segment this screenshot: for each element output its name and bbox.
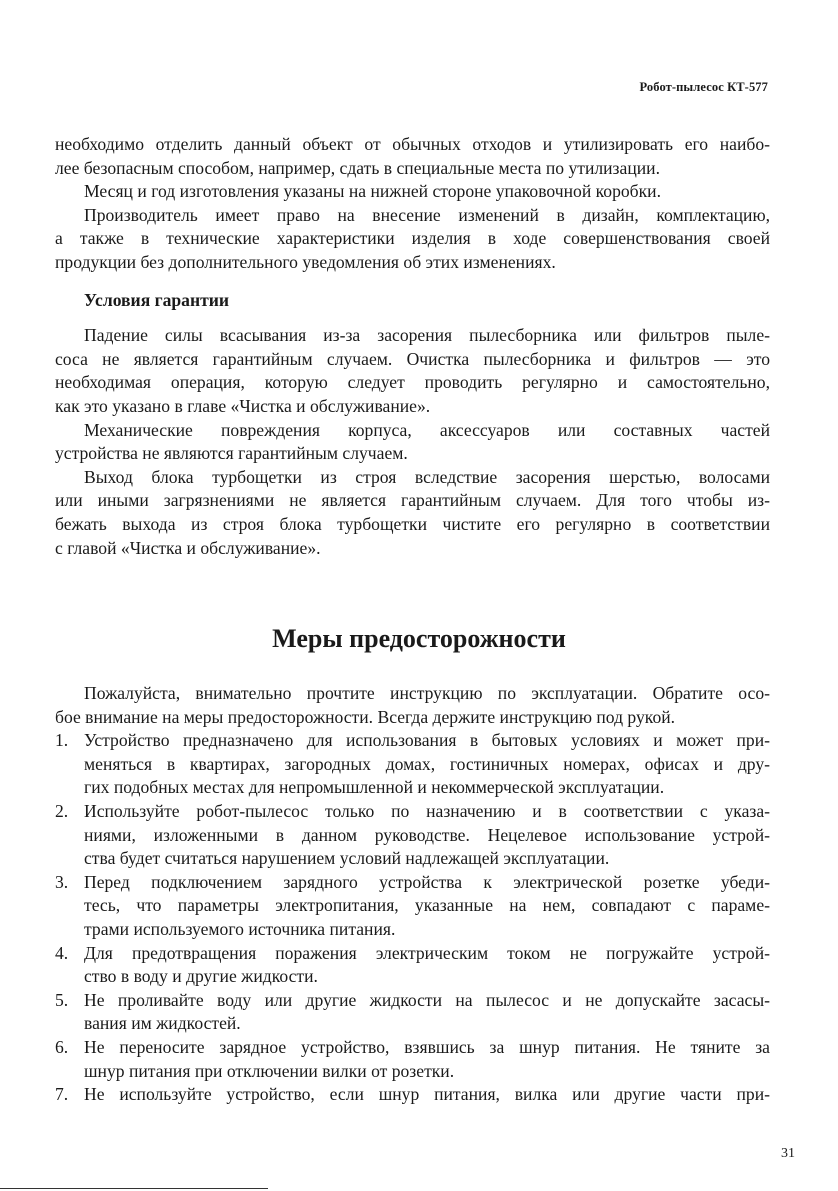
text-line: соса не является гарантийным случаем. Очистка пылесборника и фильтров — это <box>55 348 770 369</box>
text-line: ниями, изложенными в данном руководстве. Нецелевое использование устрой- <box>84 824 770 845</box>
paragraph <box>55 324 770 418</box>
paragraph <box>55 419 770 466</box>
text-line: вания им жидкостей. <box>84 1013 241 1034</box>
text-line: Месяц и год изготовления указаны на нижней стороне упаковочной коробки. <box>84 181 661 202</box>
paragraph <box>55 466 770 560</box>
text-line: бое внимание на меры предосторожности. Всегда держите инструкцию под рукой. <box>55 706 676 727</box>
text-line: Устройство предназначено для использования в бытовых условиях и может при- <box>84 730 770 751</box>
text-line: Падение силы всасывания из-за засорения пылесборника или фильтров пыле- <box>84 325 770 346</box>
running-header: Робот-пылесос КТ-577 <box>639 80 768 94</box>
text-line: Не используйте устройство, если шнур питания, вилка или другие части при- <box>84 1084 770 1105</box>
intro-block <box>55 133 770 275</box>
text-line: Не переносите зарядное устройство, взявшись за шнур питания. Не тяните за <box>84 1036 770 1057</box>
item-number: 6. <box>55 1036 69 1057</box>
item-number: 5. <box>55 989 69 1010</box>
text-line: или иными загрязнениями не является гарантийным случаем. Для того чтобы из- <box>55 490 770 511</box>
precautions-section <box>55 682 770 1107</box>
text-line: с главой «Чистка и обслуживание». <box>55 537 321 558</box>
item-number: 2. <box>55 800 69 821</box>
text-line: меняться в квартирах, загородных домах, гостиничных номерах, офисах и дру- <box>84 753 770 774</box>
text-line: продукции без дополнительного уведомления об этих изменениях. <box>55 251 556 272</box>
item-number: 3. <box>55 871 69 892</box>
paragraph <box>55 682 770 729</box>
text-line: ства будет считаться нарушением условий надлежащей эксплуатации. <box>84 848 610 869</box>
precaution-item <box>55 1036 770 1083</box>
warranty-block <box>55 324 770 560</box>
text-line: Используйте робот-пылесос только по назначению и в соответствии с указа- <box>84 800 770 821</box>
text-line: гих подобных местах для непромышленной и некоммерческой эксплуатации. <box>84 777 665 798</box>
precautions-intro <box>55 682 770 729</box>
text-line: Не проливайте воду или другие жидкости на пылесос и не допускайте засасы- <box>84 989 770 1010</box>
text-line: тесь, что параметры электропитания, указанные на нем, совпадают с параме- <box>84 895 770 916</box>
precautions-title: Меры предосторожности <box>272 624 566 653</box>
text-line: необходимая операция, которую следует проводить регулярно и самостоятельно, <box>55 372 770 393</box>
text-line: Перед подключением зарядного устройства к электрической розетке убеди- <box>84 871 770 892</box>
text-line: бежать выхода из строя блока турбощетки чистите его регулярно в соответствии <box>55 513 770 534</box>
item-number: 4. <box>55 942 69 963</box>
precautions-list <box>55 729 770 1107</box>
text-line: Производитель имеет право на внесение изменений в дизайн, комплектацию, <box>84 204 770 225</box>
precaution-item <box>55 1083 770 1107</box>
text-line: шнур питания при отключении вилки от розетки. <box>84 1060 455 1081</box>
paragraph <box>55 133 770 180</box>
text-line: устройства не являются гарантийным случаем. <box>55 443 408 464</box>
text-line: как это указано в главе «Чистка и обслуживание». <box>55 395 431 416</box>
item-number: 1. <box>55 730 69 751</box>
precaution-item <box>55 729 770 800</box>
text-line: Для предотвращения поражения электрическим током не погружайте устрой- <box>84 942 770 963</box>
precaution-item <box>55 800 770 871</box>
text-line: а также в технические характеристики изделия в ходе совершенствования своей <box>55 228 770 249</box>
text-line: Механические повреждения корпуса, аксессуаров или составных частей <box>84 419 770 440</box>
text-line: необходимо отделить данный объект от обычных отходов и утилизировать его наибо- <box>55 134 770 154</box>
text-line: Выход блока турбощетки из строя вследствие засорения шерстью, волосами <box>84 466 770 487</box>
text-line: Пожалуйста, внимательно прочтите инструкцию по эксплуатации. Обратите осо- <box>84 683 770 703</box>
paragraph <box>55 180 770 204</box>
precaution-item <box>55 989 770 1036</box>
text-line: ство в воду и другие жидкости. <box>84 966 318 987</box>
item-number: 7. <box>55 1084 69 1105</box>
text-line: трами используемого источника питания. <box>84 918 396 939</box>
precaution-item <box>55 942 770 989</box>
footer-rule <box>0 1188 268 1189</box>
page-number: 31 <box>781 1146 795 1161</box>
body-text-upper <box>55 133 770 560</box>
text-line: лее безопасным способом, например, сдать в специальные места по утилизации. <box>55 157 660 178</box>
paragraph <box>55 204 770 275</box>
warranty-heading: Условия гарантии <box>84 289 230 310</box>
precaution-item <box>55 871 770 942</box>
